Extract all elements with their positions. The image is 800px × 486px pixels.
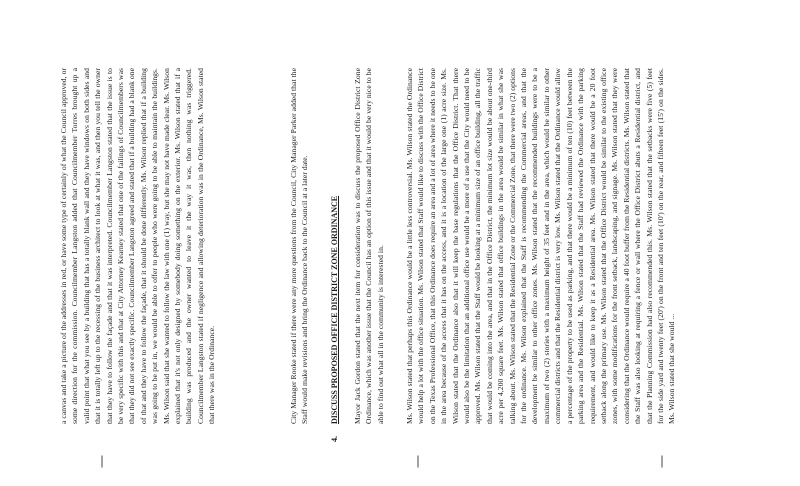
- text-block: [352, 68, 394, 424]
- margin-tick-icon: [418, 456, 419, 468]
- paragraph: Mayor Jack Gordon stated that the next item for consideration was to discuss the proposed Office District Zone Ordinance, which was another issue that the Council has an option of this issue and that it would be very nice to be able to find out what all in the community is interested in.: [353, 68, 385, 424]
- section-heading: [330, 62, 339, 442]
- text-block: [404, 68, 686, 424]
- paragraph: Ms. Wilson stated that perhaps this Ordinance would be a little less controversial. Ms. Wilson stated the Ordinance would help a lot with the office situation. Ms. Wilson stated that Staff would like to discuss with the Office District on the Texas Professional Office, that this Ordinance does require an area and a lot of area where it needs to be one in the area because of the access that it has on the access, and it is a location of the large one (1) acre size. Ms. Wilson stated that the Ordinance also that it will keep the base regulations that the Office District. That there would also be the limitation that an additional office use would be a more of a use that the City would need to be approved. Ms. Wilson stated that the Staff would be looking at a minimum size of an office building, all the traffic that would be coming into the area, and that in the Office District, the minimum lot size would be about one-third acre per 4,200 square feet. Ms. Wilson stated that office buildings in the area would be similar in what she was talking about. Ms. Wilson stated that the Residential Zone or the Commercial Zone, that there were two (2) options for the ordinance. Ms. Wilson explained that the Staff is recommending the Commercial areas, and that the development be similar to other office zones. Ms. Wilson stated that the recommended buildings were to be a maximum of two (2) stories with a maximum height of 35 feet and in the area, which would be similar to other commercial districts and that the Residential district is very low. Ms. Wilson stated that the Ordinance would allow a percentage of the property to be used as parking, and that there would be a minimum of ten (10) feet between the parking area and the Residential. Ms. Wilson stated that the Staff had reviewed the Ordinance with the parking requirement, and would like to keep it as a Residential area. Ms. Wilson stated that there would be a 20 foot setback along the primary use. Ms. Wilson stated that the Office District would be similar to the existing office zones, with some modifications for the front setback, landscaping, and signage. Ms. Wilson stated that they were considering that the Ordinance would require a 40 foot buffer from the Residential districts. Ms. Wilson stated that the Staff was also looking at requiring a fence or wall where the Office District abuts a Residential district, and that the Planning Commission had also recommended this. Ms. Wilson stated that the setbacks were five (5) feet for the side yard and twenty feet (20') on the front and ten feet (10') on the rear, and fifteen feet (15') on the sides. Ms. Wilson stated that she would ...: [405, 68, 677, 424]
- text-block: [58, 68, 226, 424]
- margin-tick-icon: [662, 456, 663, 468]
- section-number: 4.: [330, 436, 339, 442]
- margin-tick-icon: [102, 456, 103, 468]
- text-block: [288, 68, 319, 424]
- paragraph: City Manager Rooke stated if there were any more questions from the Council, City Manager Parker added that the Staff would make revisions and bring the Ordinance back to the Council at a later date.: [289, 68, 310, 424]
- paragraph: a canvas and take a picture of the addresses in red, or have some type of certainly of what the Council approved, or some direction for the commission. Councilmember Langston added that Councilmember Torres brought up a valid point that what you see by a building that has a totally blank wall and they have windows on both sides and that it is totally left up to the recessing of the business architect to look at what it was, and then you tell the owner that they have to follow the façade and that it was interpreted. Councilmember Langston stated that the issue is to be very specific with this and that at City Attorney Kearney stated that one of the failings of Councilmembers was that they did not see exactly specific. Councilmember Langston agreed and stated that if a building had a blank one of that and they have to follow the façade, that it should be done differently. Ms. Wilson replied that if a building was going to be put in, we would be able to offer to people who were going to be able to maintain the buildings. Ms. Wilson said that she wanted to follow the law with one (1) way, but she may not have made clear. Ms. Wilson explained that it's not only designed by somebody doing something on the exterior. Ms. Wilson stated that if a building was produced and the owner wanted to leave it the way it was, then nothing was triggered. Councilmember Langston stated if negligence and allowing deterioration was in the Ordinance, Ms. Wilson stated that there was in the Ordinance.: [59, 68, 217, 424]
- section-title: DISCUSS PROPOSED OFFICE DISTRICT ZONE ORDINANCE: [330, 195, 339, 424]
